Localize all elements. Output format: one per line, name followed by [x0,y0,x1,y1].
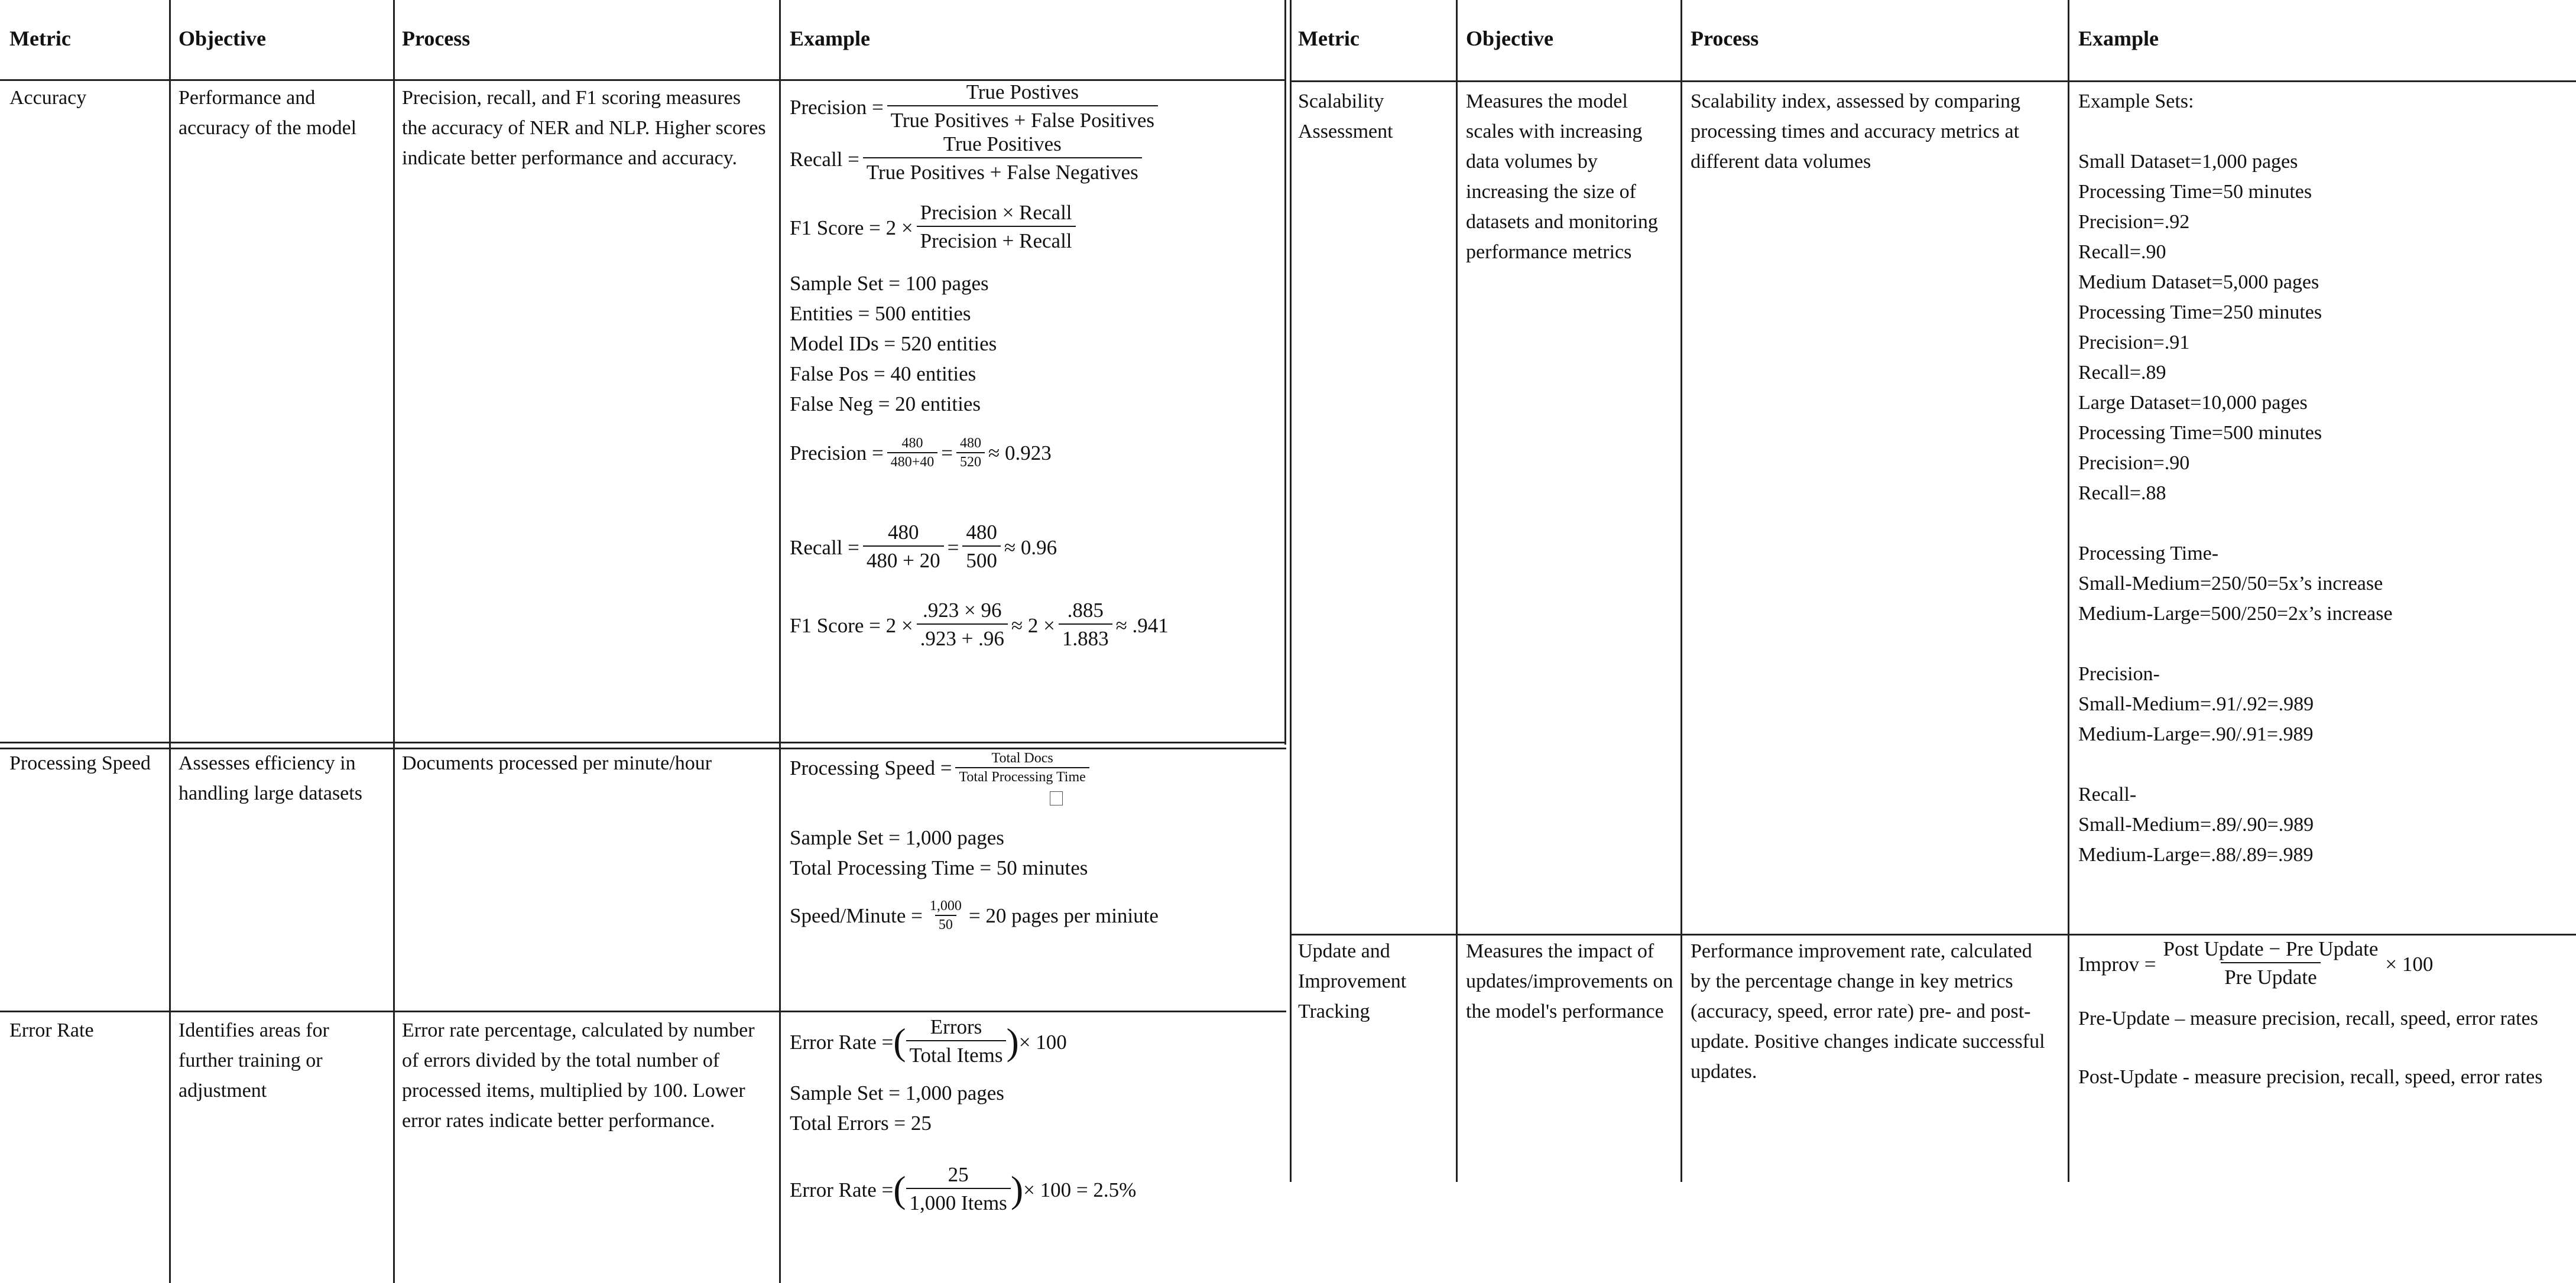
recall-formula: Recall = $\frac{\text{True Positives}}{\text{True Positives + False Negatives}}$ [790,131,1280,187]
divider [2068,0,2069,1182]
objective-update-tracking: Measures the impact of updates/improvements on the model's performance [1466,940,1673,1022]
divider [1290,80,2576,82]
divider [169,0,171,1283]
example-accuracy [790,79,1280,653]
precision-calc: Precision = $\frac{480}{480+40}$ = $\frac{480}{520}$ ≈ 0.923 [790,436,1052,470]
sample-set-list [790,1078,1280,1138]
example-processing-speed [790,749,1280,934]
example-line: Recall=.90 [2078,241,2166,263]
metric-scalability: Scalability Assessment [1298,90,1393,142]
divider [0,742,1286,743]
example-line: Small Dataset=1,000 pages [2078,151,2298,173]
example-line: Example Sets: [2078,90,2194,112]
example-scalability [2078,86,2569,870]
sample-line: Total Errors = 25 [790,1112,932,1135]
header-example: Example [2078,27,2159,50]
objective-accuracy: Performance and accuracy of the model [179,87,357,139]
sample-line: False Pos = 40 entities [790,362,976,385]
divider [393,0,395,1283]
objective-error-rate: Identifies areas for further training or adjustment [179,1019,329,1102]
example-line: Precision=.92 [2078,211,2190,233]
example-line: Small-Medium=.91/.92=.989 [2078,693,2314,715]
improvement-formula: Improv = $\frac{\text{Post Update − Pre Update}}{\text{Pre Update}}$ × 100 [2078,936,2569,992]
metric-error-rate: Error Rate [9,1019,94,1041]
header-metric: Metric [9,27,71,50]
sample-line: Sample Set = 1,000 pages [790,1081,1004,1105]
example-line: Recall=.88 [2078,482,2166,504]
example-line: Processing Time- [2078,543,2219,564]
header-process: Process [402,27,471,50]
divider [1456,0,1458,1182]
divider [1290,0,1292,1182]
sample-line: Total Processing Time = 50 minutes [790,856,1088,879]
sample-line: Model IDs = 520 entities [790,332,997,355]
example-line: Precision=.91 [2078,332,2190,353]
recall-calc: Recall = $\frac{480}{480 + 20}$ = $\frac{480}{500}$ ≈ 0.96 [790,519,1280,575]
divider [1284,0,1286,745]
metric-update-tracking: Update and Improvement Tracking [1298,940,1407,1022]
sample-set-list [790,268,1280,419]
f1-formula: F1 Score = 2 × $\frac{\text{Precision × Recall}}{\text{Precision + Recall}}$ [790,200,1280,255]
sample-set-list [790,823,1280,883]
divider [779,0,781,1283]
header-example: Example [790,27,871,50]
pre-update-note: Pre-Update – measure precision, recall, speed, error rates [2078,1008,2538,1029]
header-objective: Objective [179,27,266,50]
header-process: Process [1691,27,1759,50]
example-line: Medium-Large=.90/.91=.989 [2078,723,2314,745]
sample-line: Entities = 500 entities [790,302,971,325]
header-metric: Metric [1298,27,1360,50]
example-line: Small-Medium=.89/.90=.989 [2078,814,2314,836]
example-line: Precision- [2078,663,2160,685]
example-line: Processing Time=500 minutes [2078,422,2322,444]
example-line: Precision=.90 [2078,452,2190,474]
f1-calc: F1 Score = 2 × $\frac{.923 \times 96}{.923 + .96}$ ≈ 2 × $\frac{.885}{1.883}$ ≈ .941 [790,597,1280,653]
error-rate-calc: Error Rate = ( $\frac{25}{\text{1,000 Items}}$ ) × 100 = 2.5% [790,1162,1280,1217]
error-rate-formula: Error Rate = ( $\frac{\text{Errors}}{\text{Total Items}}$ ) × 100 [790,1014,1280,1070]
process-error-rate: Error rate percentage, calculated by number of errors divided by the total number of processed items, multiplied by 100. Lower error rates indicate better performance. [402,1019,755,1132]
process-accuracy: Precision, recall, and F1 scoring measures the accuracy of NER and NLP. Higher scores indicate better performance and accuracy. [402,87,766,169]
process-update-tracking: Performance improvement rate, calculated by the percentage change in key metrics (accuracy, speed, error rate) pre- and post-update. Positive changes indicate successful updates. [1691,940,2045,1083]
example-line: Medium-Large=.88/.89=.989 [2078,844,2314,866]
divider [1680,0,1682,1182]
example-line: Recall- [2078,784,2137,805]
objective-processing-speed: Assesses efficiency in handling large datasets [179,752,362,804]
example-line: Processing Time=50 minutes [2078,181,2312,203]
speed-calc: Speed/Minute = $\frac{1,000}{50}$ = 20 pages per miniute [790,898,1159,933]
example-line: Small-Medium=250/50=5x’s increase [2078,573,2383,595]
sample-line: Sample Set = 1,000 pages [790,826,1004,849]
sample-line: Sample Set = 100 pages [790,272,989,295]
header-objective: Objective [1466,27,1553,50]
divider [0,1011,1286,1012]
example-line: Recall=.89 [2078,362,2166,384]
precision-formula: Precision = $\frac{\text{True Postives}}{\text{True Positives + False Positives}}$ [790,79,1280,135]
example-line: Medium Dataset=5,000 pages [2078,271,2319,293]
example-line: Medium-Large=500/250=2x’s increase [2078,603,2393,625]
objective-scalability: Measures the model scales with increasing data volumes by increasing the size of datasets and monitoring performance metrics [1466,90,1658,263]
post-update-note: Post-Update - measure precision, recall, speed, error rates [2078,1066,2543,1088]
speed-formula: Processing Speed = $\frac{\text{Total Docs}}{\text{Total Processing Time}}$ [790,749,1280,786]
process-scalability: Scalability index, assessed by comparing processing times and accuracy metrics at different data volumes [1691,90,2021,173]
example-update-tracking [2078,936,2569,1092]
metric-accuracy: Accuracy [9,87,87,109]
divider [1290,934,2576,936]
example-line: Processing Time=250 minutes [2078,301,2322,323]
sample-line: False Neg = 20 entities [790,392,981,415]
metric-processing-speed: Processing Speed [9,752,151,774]
example-line: Large Dataset=10,000 pages [2078,392,2308,414]
process-processing-speed: Documents processed per minute/hour [402,752,712,774]
placeholder-box-icon [1050,791,1063,805]
example-error-rate [790,1014,1280,1217]
